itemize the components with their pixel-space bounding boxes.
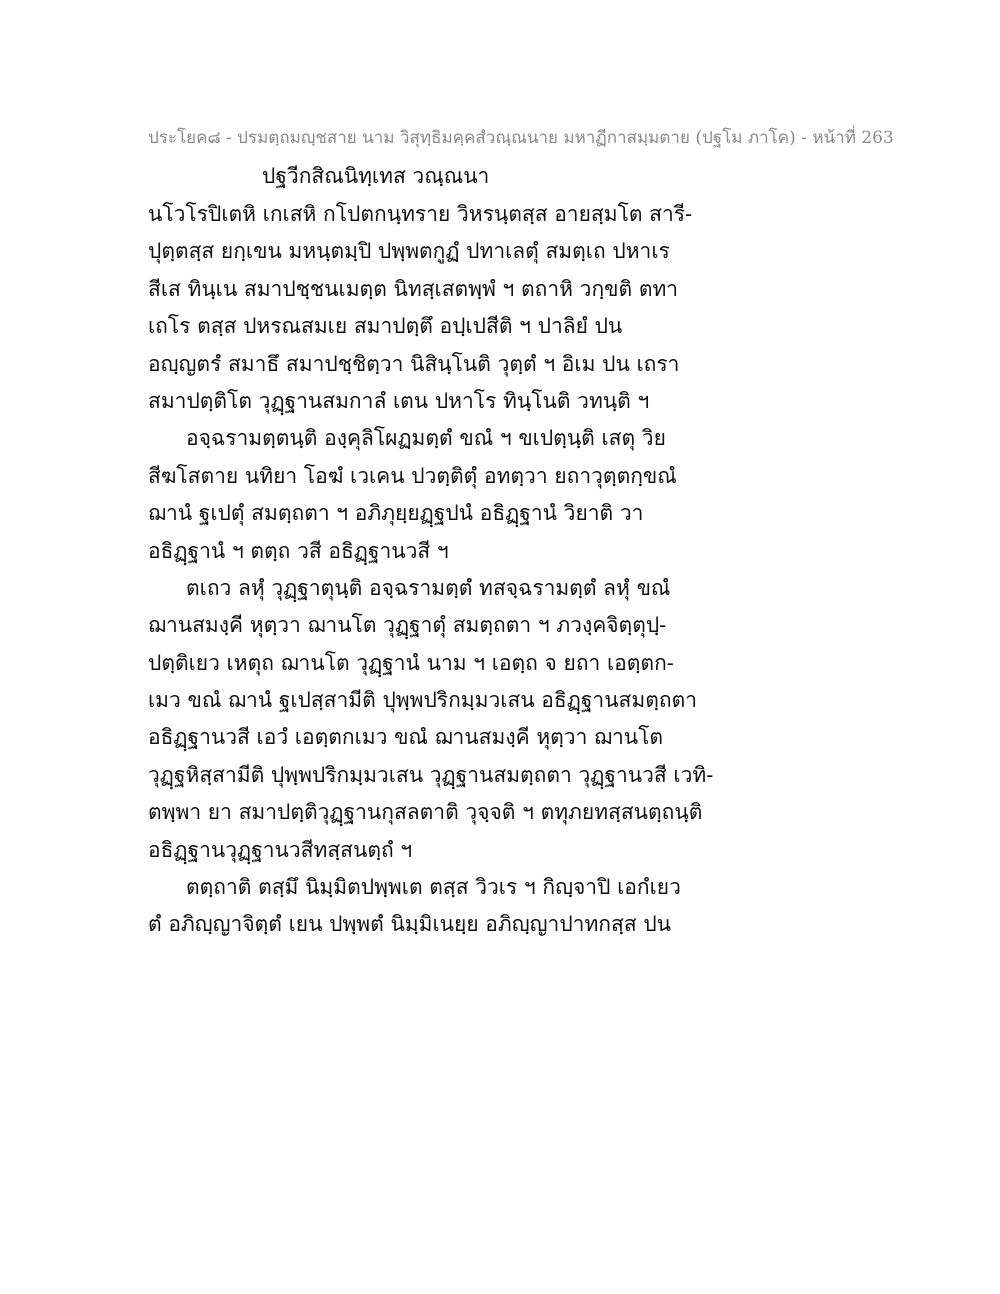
text-line: ตพฺพา ยา สมาปตฺติวุฏฺฐานกุสลตาติ วุจฺจติ ฯ ตทุภยทสฺสนตฺถนฺติ xyxy=(148,800,703,825)
text-line: เถโร ตสฺส ปหรณสมเย สมาปตฺตึ อปฺเปสีติ ฯ ปาลิยํ ปน xyxy=(148,314,623,339)
text-line: อธิฏฺฐานวสี เอวํ เอตฺตกเมว ขณํ ฌานสมงฺคี หุตฺวา ฌานโต xyxy=(148,725,664,750)
text-line: เมว ขณํ ฌานํ ฐเปสฺสามีติ ปุพฺพปริกมฺมวเสน อธิฏฺฐานสมตฺถตา xyxy=(148,688,697,713)
text-line: ตเถว ลหุํ วุฏฺฐาตุนฺติ อจฺฉรามตฺตํ ทสจฺฉรามตฺตํ ลหุํ ขณํ xyxy=(186,575,671,600)
text-line: อญฺญตรํ สมาธึ สมาปชฺชิตฺวา นิสินฺโนติ วุตฺตํ ฯ อิเม ปน เถรา xyxy=(148,351,680,376)
text-line: ตํ อภิญฺญาจิตฺตํ เยน ปพฺพตํ นิมฺมิเนยฺย อภิญฺญาปาทกสฺส ปน xyxy=(148,912,672,937)
text-line: ฌานํ ฐเปตุํ สมตฺถตา ฯ อภิภุยฺยฏฺฐปนํ อธิฏฺฐานํ วิยาติ วา xyxy=(148,501,644,526)
section-title: ปฐวีกสิณนิทฺเทส วณฺณนา xyxy=(262,164,490,188)
page-header: ประโยค๘ - ปรมตฺถมญฺชสาย นาม วิสุทฺธิมคฺคสํวณฺณนาย มหาฏีกาสมฺมตาย (ปฐโม ภาโค) - หน้าที่ 263 xyxy=(148,128,894,148)
text-line: ตตฺถาติ ตสฺมึ นิมฺมิตปพฺพเต ตสฺส วิวเร ฯ กิญฺจาปิ เอกํเยว xyxy=(186,875,681,900)
text-line: ปุตฺตสฺส ยกฺเขน มหนฺตมฺปิ ปพฺพตกูฏํ ปทาเลตุํ สมตฺเถ ปหาเร xyxy=(148,239,670,264)
text-line: สีฆโสตาย นทิยา โอฆํ เวเคน ปวตฺติตุํ อทตฺวา ยถาวุตฺตกฺขณํ xyxy=(148,463,677,488)
text-line: อธิฏฺฐานํ ฯ ตตฺถ วสี อธิฏฺฐานวสี ฯ xyxy=(148,538,449,563)
body-text xyxy=(148,196,714,944)
text-line: นโวโรปิเตหิ เกเสหิ กโปตกนฺทราย วิหรนฺตสฺส อายสฺมโต สารี- xyxy=(148,202,693,226)
text-line: สมาปตฺติโต วุฏฺฐานสมกาลํ เตน ปหาโร ทินฺโนติ วทนฺติ ฯ xyxy=(148,388,650,413)
text-line: อธิฏฺฐานวุฏฺฐานวสีทสฺสนตฺถํ ฯ xyxy=(148,837,413,862)
text-line: วุฏฺฐหิสฺสามีติ ปุพฺพปริกมฺมวเสน วุฏฺฐานสมตฺถตา วุฏฺฐานวสี เวทิ- xyxy=(148,762,714,787)
text-line: สีเส ทินฺเน สมาปชฺชนเมตฺต นิทสฺเสตพฺพํ ฯ ตถาหิ วกฺขติ ตทา xyxy=(148,276,679,301)
text-line: อจฺฉรามตฺตนฺติ องฺคุลิโผฏมตฺตํ ขณํ ฯ ขเปตฺนฺติ เสตุ วิย xyxy=(186,426,666,451)
text-line: ปตฺติเยว เหตุถ ฌานโต วุฏฺฐานํ นาม ฯ เอตฺถ จ ยถา เอตฺตก- xyxy=(148,650,674,675)
text-line: ฌานสมงฺคี หุตฺวา ฌานโต วุฏฺฐาตุํ สมตฺถตา ฯ ภวงฺคจิตฺตุปฺ- xyxy=(148,613,667,638)
